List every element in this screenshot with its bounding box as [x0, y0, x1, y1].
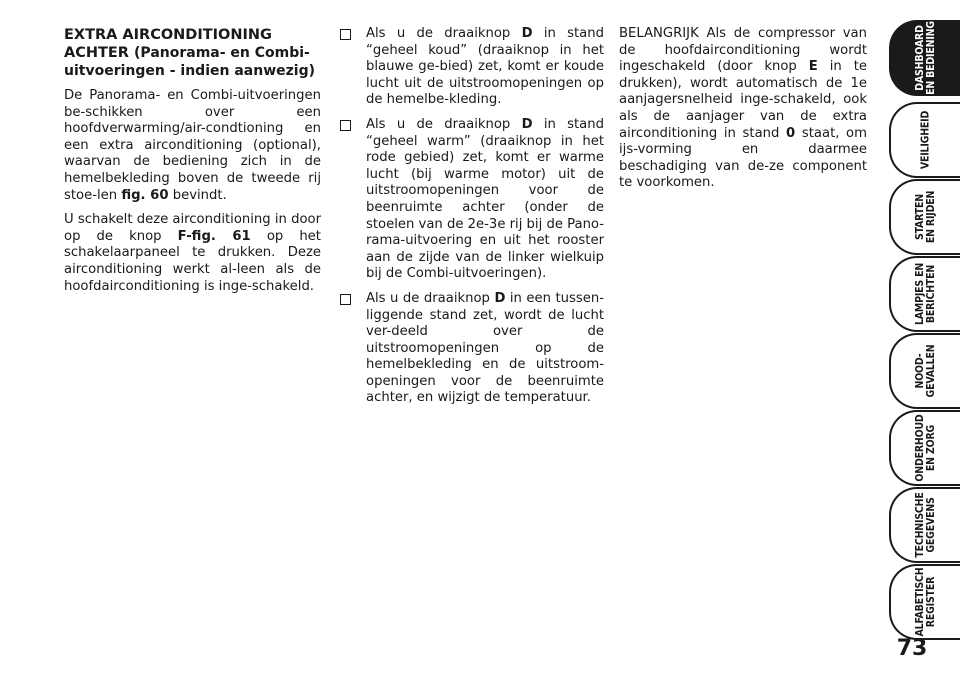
list-item-text: [366, 291, 604, 407]
paragraph-switch-end: op het schakelaarpaneel te drukken. Deze airconditioning werkt al-leen als de hoofdairconditioning is inge-schakeld.: [64, 228, 321, 294]
chapter-tab-label: ALFABETISCH REGISTER: [913, 567, 937, 637]
chapter-tab[interactable]: [889, 333, 960, 409]
column-middle: [340, 26, 604, 415]
list-item: [340, 117, 604, 283]
chapter-tab[interactable]: [889, 179, 960, 255]
chapter-tab-label: ONDERHOUD EN ZORG: [913, 414, 937, 482]
paragraph-intro-text: De Panorama- en Combi-uitvoeringen be-schikken over een hoofdverwarming/air-condtioning en een extra airconditioning (optional), waarvan de bediening zich in de hemelbekleding boven de tweede rij stoe-len: [64, 88, 321, 203]
square-bullet-icon: [340, 120, 351, 131]
note-text-mid: in te drukken), wordt automatisch de 1e aanjagersnelheid inge-schakeld, ook als de aanjager van de extra airconditioning in stand: [619, 59, 867, 141]
heading-subtitle: (Panorama- en Combi-uitvoeringen - indien aanwezig): [64, 45, 315, 79]
chapter-tab[interactable]: [889, 102, 960, 178]
chapter-tab-label: NOOD- GEVALLEN: [913, 344, 937, 398]
knob-key: D: [494, 290, 506, 306]
chapter-tabs: [889, 20, 960, 635]
chapter-tab[interactable]: [889, 487, 960, 563]
paragraph-switch: [64, 212, 321, 295]
column-right: [619, 26, 867, 200]
section-heading: [64, 26, 321, 80]
knob-key: D: [521, 26, 533, 41]
note-text-start: BELANGRIJK Als de compressor van de hoofdairconditioning wordt ingeschakeld (door knop: [619, 26, 867, 75]
page-number: 73: [896, 636, 928, 661]
paragraph-intro: [64, 88, 321, 204]
note-text-end: staat, om ijs-vorming en daarmee beschadiging van de-ze component te voorkomen.: [619, 125, 867, 191]
chapter-tab[interactable]: [889, 256, 960, 332]
item-text-end: in stand “geheel warm” (draaiknop in het rode gebied) zet, komt er warme lucht (bij warme motor) uit de uitstroomopeningen voor de beenruimte achter (onder de stoelen van de 2e-3e rij bij de Pano-rama-uitvoering en uit het rooster aan de zijde van de linker wielkuip bij de Combi-uitvoeringen).: [366, 116, 604, 282]
figure-ref-60: fig. 60: [121, 187, 169, 203]
chapter-tab-label: STARTEN EN RIJDEN: [913, 190, 937, 244]
list-item-text: [366, 117, 604, 283]
chapter-tab-label: TECHNISCHE GEGEVENS: [913, 492, 937, 558]
list-item-text: [366, 26, 604, 109]
item-text-end: in een tussen-liggende stand zet, wordt de lucht ver-deeld over de uitstroomopeningen op de hemelbekleding en de uitstroom-openingen voor de beenruimte achter, en wijzigt de temperatuur.: [366, 290, 604, 406]
chapter-tab[interactable]: [889, 20, 960, 96]
heading-line1: EXTRA AIRCONDITIONING: [64, 27, 272, 43]
paragraph-intro-end: bevindt.: [172, 187, 227, 203]
button-key-e: E: [808, 59, 818, 75]
list-item: [340, 26, 604, 109]
chapter-tab-label: LAMPJES EN BERICHTEN: [913, 262, 937, 326]
item-text-start: Als u de draaiknop: [366, 290, 490, 306]
square-bullet-icon: [340, 294, 351, 305]
important-note: [619, 26, 867, 192]
item-text-end: in stand “geheel koud” (draaiknop in het blauwe ge-bied) zet, komt er koude lucht uit de uitstroomopeningen op de hemelbe-kleding.: [366, 26, 604, 108]
chapter-tab[interactable]: [889, 410, 960, 486]
item-text-start: Als u de draaiknop: [366, 116, 511, 132]
chapter-tab[interactable]: [889, 564, 960, 640]
chapter-tab-label: DASHBOARD EN BEDIENING: [913, 21, 937, 95]
list-item: [340, 291, 604, 407]
square-bullet-icon: [340, 29, 351, 40]
knob-key: D: [521, 116, 533, 132]
chapter-tab-label: VEILIGHEID: [919, 110, 931, 170]
paragraph-switch-text: U schakelt deze airconditioning in door op de knop: [64, 212, 322, 244]
column-left: [64, 26, 321, 303]
item-text-start: Als u de draaiknop: [366, 26, 511, 41]
heading-line2: ACHTER: [64, 45, 129, 61]
position-key-0: 0: [786, 125, 796, 141]
figure-ref-61: F-fig. 61: [177, 228, 251, 244]
